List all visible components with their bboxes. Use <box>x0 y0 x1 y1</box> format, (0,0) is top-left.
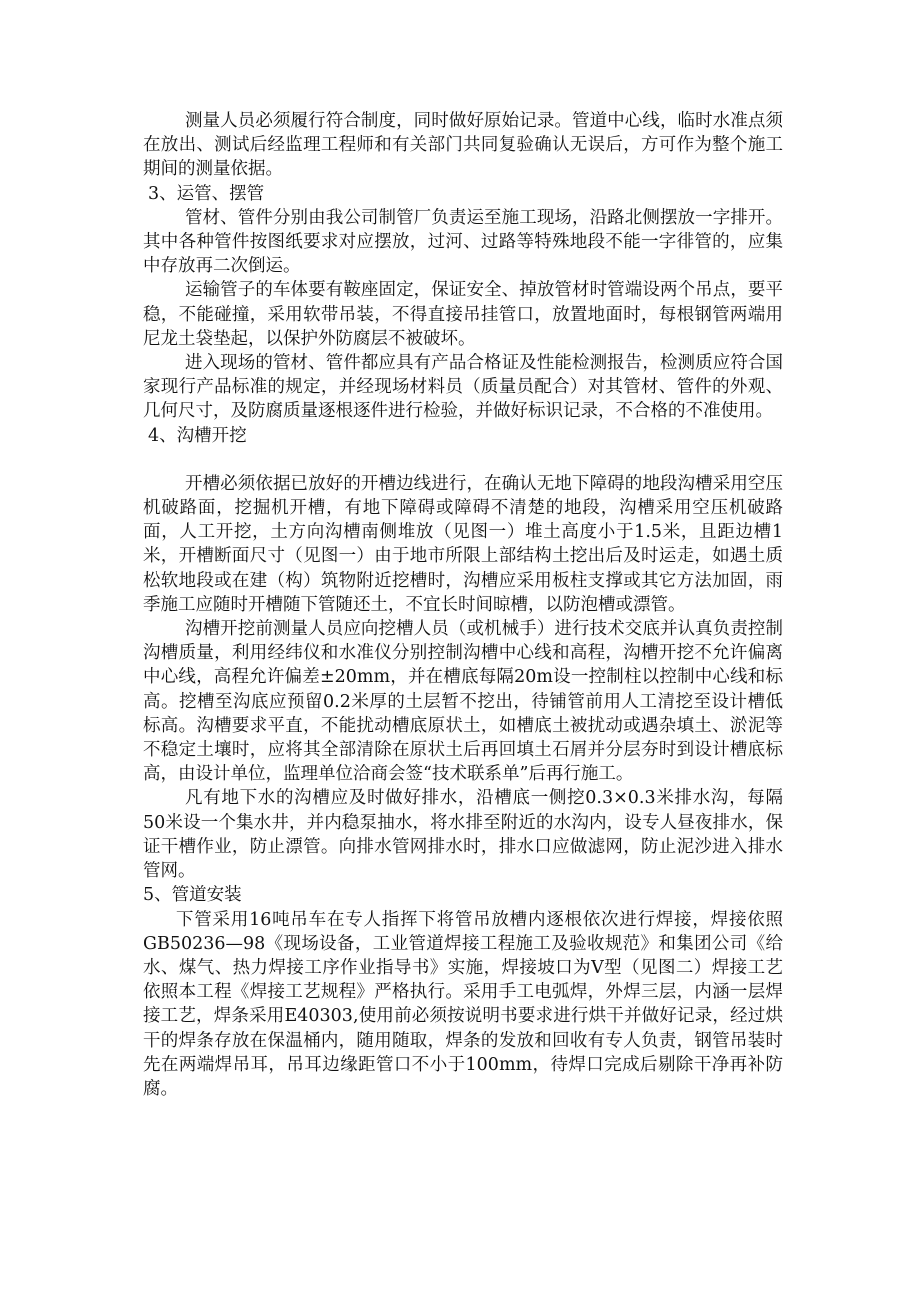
section-heading-5: 5、管道安装 <box>143 885 242 906</box>
paragraph-inspection: 进入现场的管材、管件都应具有产品合格证及性能检测报告，检测质应符合国家现行产品标准的规定，并经现场材料员（质量员配合）对其管材、管件的外观、几何尺寸，及防腐质量逐根逐件进行检验，并做好标识记录，不合格的不准使用。 <box>143 353 783 422</box>
paragraph-transport: 管材、管件分别由我公司制管厂负责运至施工现场，沿路北侧摆放一字排开。其中各种管件按图纸要求对应摆放，过河、过路等特殊地段不能一字徘管的，应集中存放再二次倒运。 <box>143 207 783 277</box>
section-heading-4: 4、沟槽开挖 <box>148 425 247 446</box>
paragraph-trench-control: 沟槽开挖前测量人员应向挖槽人员（或机械手）进行技术交底并认真负责控制沟槽质量，利用经纬仪和水准仪分别控制沟槽中心线和高程，沟槽开挖不允许偏离中心线，高程允许偏差±20mm，并在槽底每隔20m设一控制柱以控制中心线和标高。挖槽至沟底应预留0.2米厚的土层暂不挖出，待铺管前用人工清挖至设计槽低标高。沟槽要求平直，不能扰动槽底原状土，如槽底土被扰动或遇杂填土、淤泥等不稳定土壤时，应将其全部清除在原状土后再回填土石屑并分层夯时到设计槽底标高，由设计单位，监理单位洽商会签“技术联系单”后再行施工。 <box>143 619 783 785</box>
paragraph-drainage: 凡有地下水的沟槽应及时做好排水，沿槽底一侧挖0.3×0.3米排水沟，每隔50米设一个集水井，并内稳泵抽水，将水排至附近的水沟内，设专人昼夜排水，保证干槽作业，防止漂管。向排水管网排水时，排水口应做滤网，防止泥沙进入排水管网。 <box>143 788 783 882</box>
paragraph-trenching: 开槽必须依据已放好的开槽边线进行，在确认无地下障碍的地段沟槽采用空压机破路面，挖掘机开槽，有地下障碍或障碍不清楚的地段，沟槽采用空压机破路面，人工开挖，土方向沟槽南侧堆放（见图一）堆土高度小于1.5米，且距边槽1米，开槽断面尺寸（见图一）由于地市所限上部结构土挖出后及时运走，如遇土质松软地段或在建（构）筑物附近挖槽时，沟槽应采用板柱支撑或其它方法加固，雨季施工应随时开槽随下管随还土，不宜长时间晾槽，以防泡槽或漂管。 <box>143 473 783 615</box>
paragraph-installation: 下管采用16吨吊车在专人指挥下将管吊放槽内逐根依次进行焊接，焊接依照GB50236—98《现场设备，工业管道焊接工程施工及验收规范》和集团公司《给水、煤气、热力焊接工序作业指导书》实施，焊接坡口为V型（见图二）焊接工艺依照本工程《焊接工艺规程》严格执行。采用手工电弧焊，外焊三层，内涵一层焊接工艺，焊条采用E40303,使用前必须按说明书要求进行烘干并做好记录，经过烘干的焊条存放在保温桶内，随用随取，焊条的发放和回收有专人负责，钢管吊装时先在两端焊吊耳，吊耳边缘距管口不小于100mm，待焊口完成后剔除干净再补防腐。 <box>143 909 783 1099</box>
document-body <box>143 109 783 1101</box>
section-heading-3: 3、运管、摆管 <box>148 183 265 204</box>
paragraph-survey: 测量人员必须履行符合制度，同时做好原始记录。管道中心线，临时水准点须在放出、测试后经监理工程师和有关部门共同复验确认无误后，方可作为整个施工期间的测量依据。 <box>143 111 783 180</box>
paragraph-vehicle: 运输管子的车体要有鞍座固定，保证安全、掉放管材时管端设两个吊点，要平稳，不能碰撞，采用软带吊装，不得直接吊挂管口，放置地面时，每根钢管两端用尼龙土袋垫起，以保护外防腐层不被破坏。 <box>143 280 783 349</box>
blank-line <box>143 448 783 472</box>
